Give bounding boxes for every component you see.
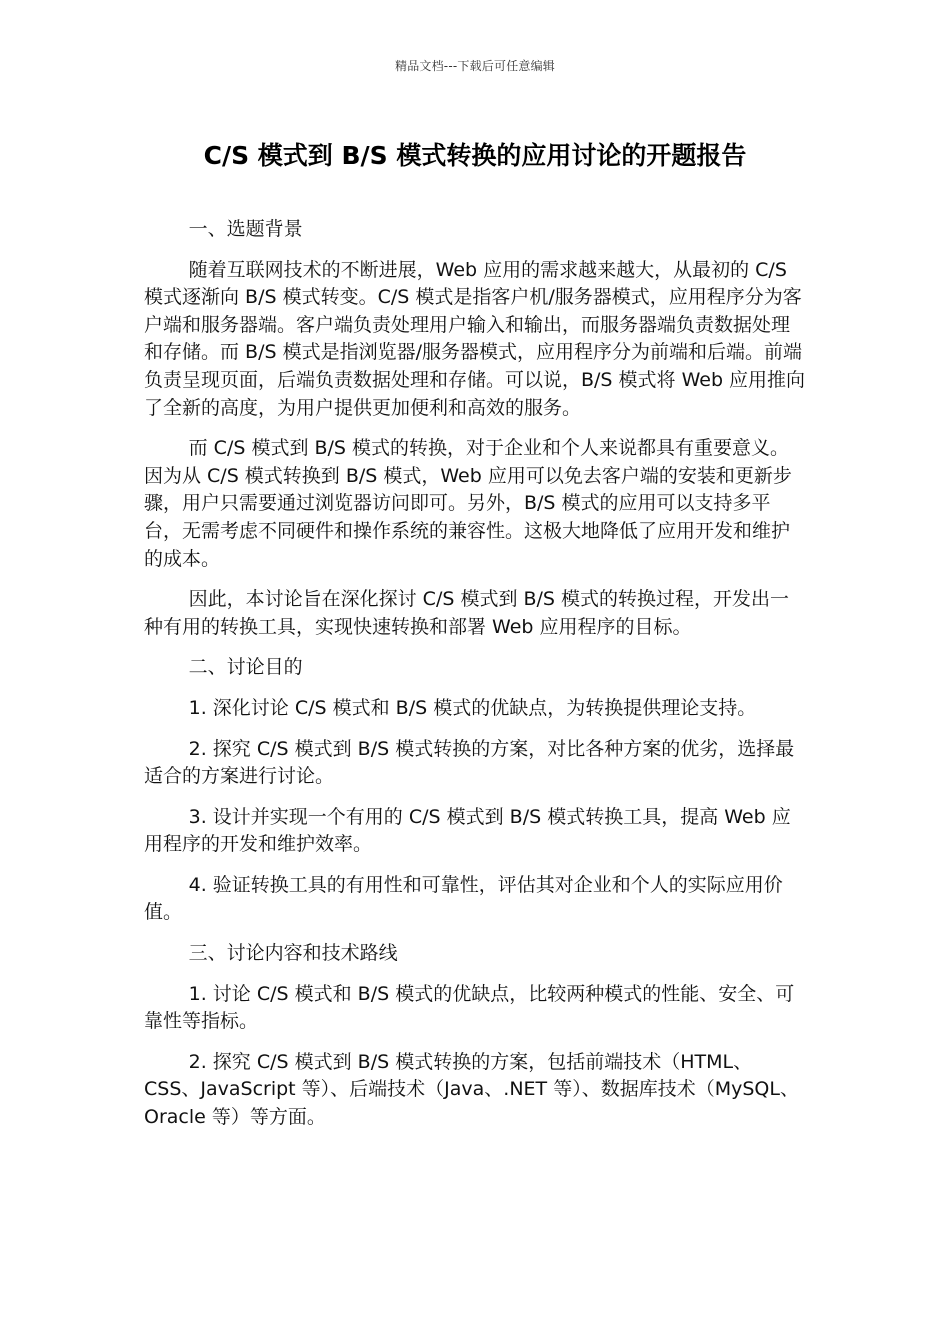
purpose-item-3: 3. 设计并实现一个有用的 C/S 模式到 B/S 模式转换工具，提高 Web 应用程序的开发和维护效率。 — [144, 805, 791, 856]
document-title: C/S 模式到 B/S 模式转换的应用讨论的开题报告 — [203, 141, 747, 170]
purpose-item-4: 4. 验证转换工具的有用性和可靠性，评估其对企业和个人的实际应用价值。 — [144, 873, 783, 924]
paragraph-background-3: 因此，本讨论旨在深化探讨 C/S 模式到 B/S 模式的转换过程，开发出一种有用的转换工具，实现快速转换和部署 Web 应用程序的目标。 — [144, 588, 790, 638]
header-note: 精品文档---下载后可任意编辑 — [395, 59, 555, 73]
section-heading-background: 一、选题背景 — [188, 218, 303, 240]
section-heading-purpose: 二、讨论目的 — [188, 656, 303, 679]
purpose-item-1: 1. 深化讨论 C/S 模式和 B/S 模式的优缺点，为转换提供理论支持。 — [188, 696, 757, 719]
paragraph-background-2: 而 C/S 模式到 B/S 模式的转换，对于企业和个人来说都具有重要意义。因为从 C/S 模式转换到 B/S 模式，Web 应用可以免去客户端的安装和更新步骤，用户只需要通过浏览器访问即可。另外，B/S 模式的应用可以支持多平台，无需考虑不同硬件和操作系统的兼容性。这极大地降低了应用开发和维护的成本。 — [144, 437, 792, 570]
paragraph-background-1: 随着互联网技术的不断进展，Web 应用的需求越来越大，从最初的 C/S 模式逐渐向 B/S 模式转变。C/S 模式是指客户机/服务器模式，应用程序分为客户端和服务器端。客户端负责处理用户输入和输出，而服务器端负责数据处理和存储。而 B/S 模式是指浏览器/服务器模式，应用程序分为前端和后端。前端负责呈现页面，后端负责数据处理和存储。可以说，B/S 模式将 Web 应用推向了全新的高度，为用户提供更加便利和高效的服务。 — [144, 258, 806, 419]
purpose-item-2: 2. 探究 C/S 模式到 B/S 模式转换的方案，对比各种方案的优劣，选择最适合的方案进行讨论。 — [144, 737, 795, 788]
content-item-1: 1. 讨论 C/S 模式和 B/S 模式的优缺点，比较两种模式的性能、安全、可靠性等指标。 — [144, 982, 795, 1033]
content-item-2: 2. 探究 C/S 模式到 B/S 模式转换的方案，包括前端技术（HTML、CSS、JavaScript 等）、后端技术（Java、.NET 等）、数据库技术（MySQL、Oracle 等）等方面。 — [144, 1050, 799, 1129]
document-body — [144, 216, 808, 1145]
section-heading-content: 三、讨论内容和技术路线 — [188, 942, 398, 965]
